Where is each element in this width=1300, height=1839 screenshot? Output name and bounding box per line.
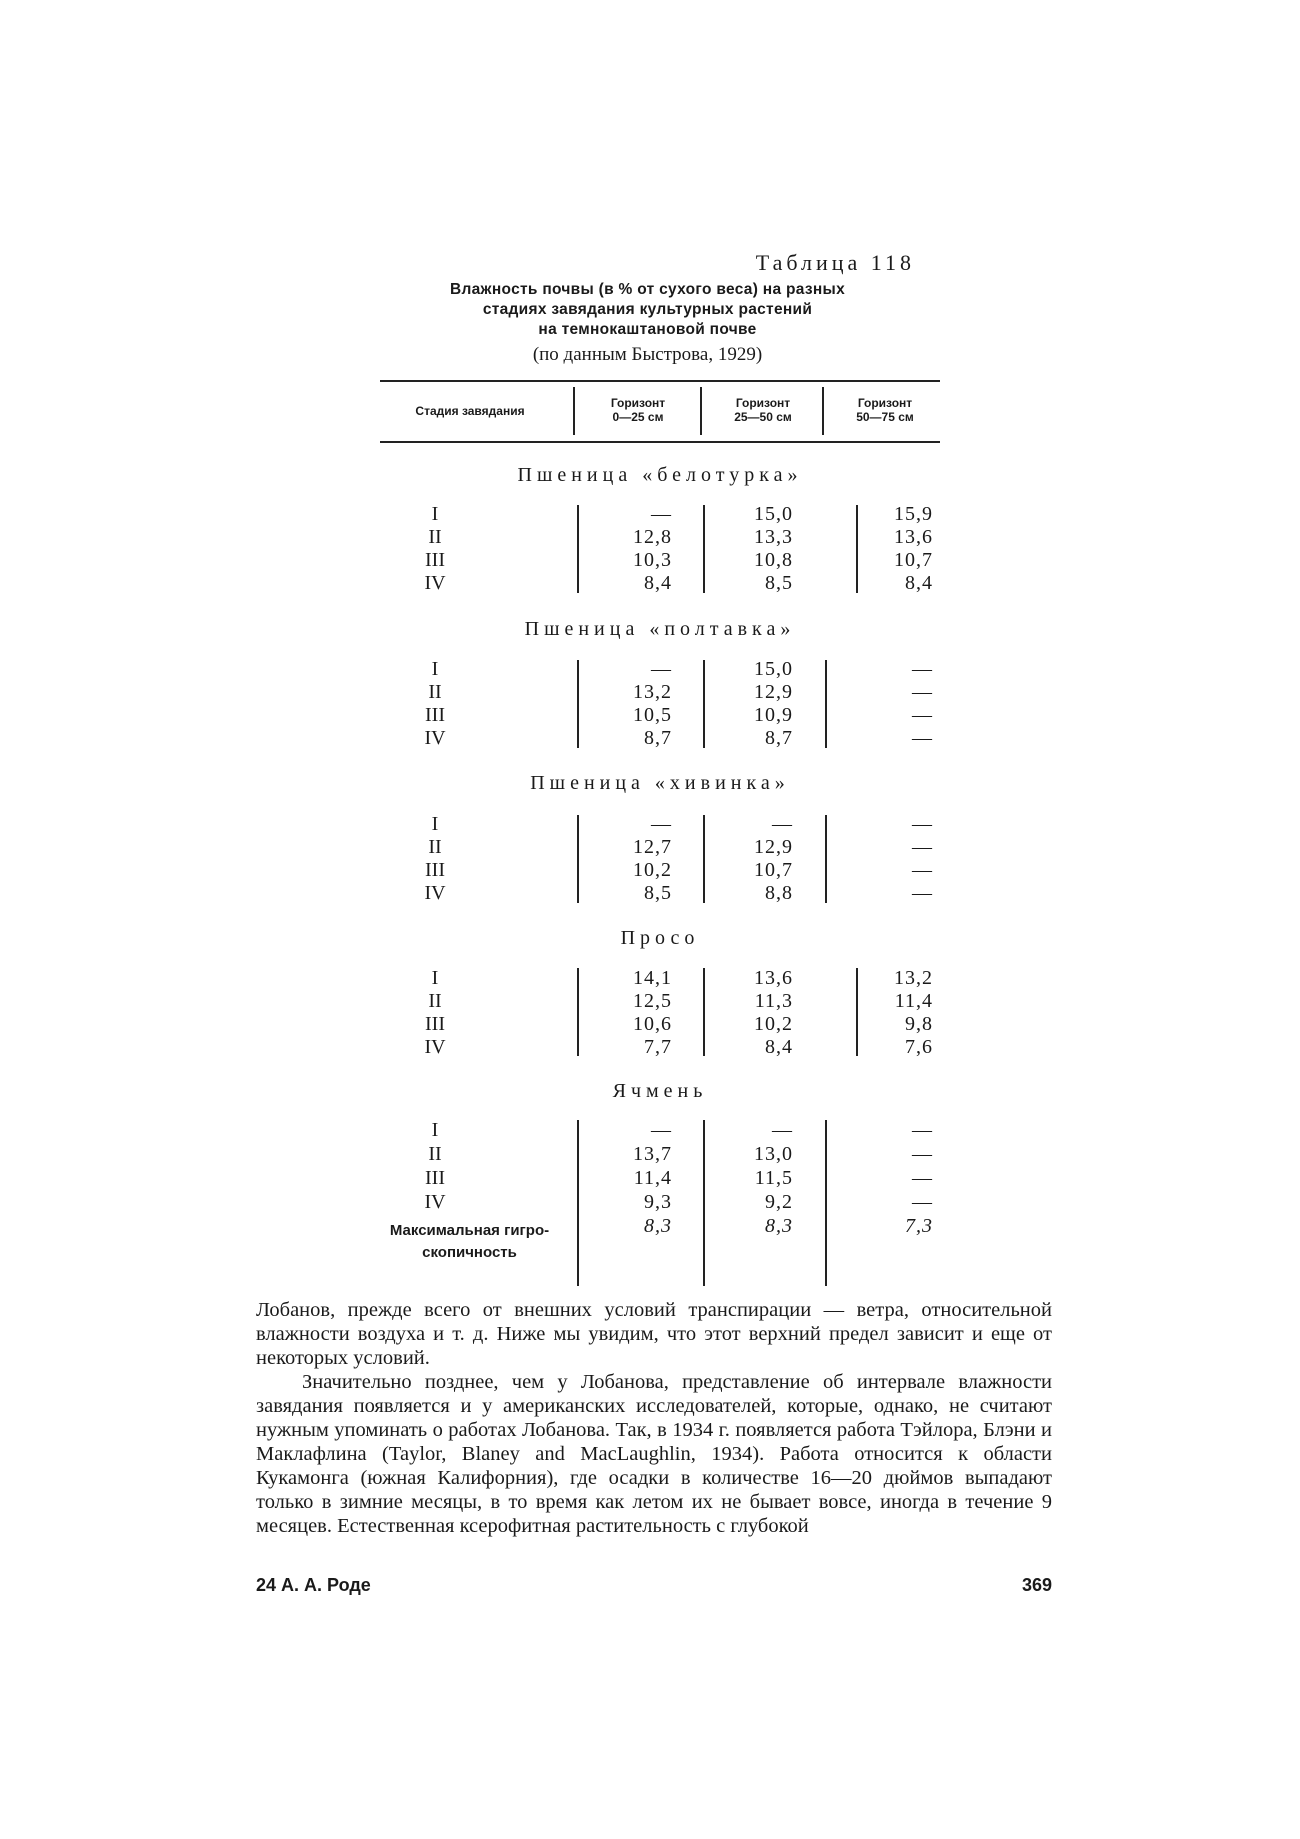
table-number: Таблица 118 (755, 250, 915, 275)
table-row (380, 726, 940, 750)
cell-50-75: — (912, 859, 933, 881)
section-title: Пшеница «белотурка» (517, 464, 803, 486)
table-source: (по данным Быстрова, 1929) (532, 344, 763, 365)
cell-50-75: — (912, 813, 933, 835)
cell-0-25: 10,5 (633, 704, 672, 726)
table-top-rule (380, 380, 940, 382)
cell-0-25: 9,3 (644, 1191, 672, 1213)
cell-50-75: — (912, 882, 933, 904)
header-col3 (825, 396, 945, 424)
cell-25-50: 13,0 (754, 1143, 793, 1165)
table-row (380, 548, 940, 572)
table-row (380, 812, 940, 836)
page-number: 369 (1021, 1575, 1052, 1595)
stage-label: III (425, 549, 445, 571)
cell-0-25: — (651, 503, 672, 525)
header-col3-line: Горизонт (857, 396, 913, 410)
table-header-rule (380, 441, 940, 443)
cell-50-75: — (912, 1119, 933, 1141)
cell-50-75: 15,9 (894, 503, 933, 525)
table-row (380, 1118, 940, 1142)
hygroscopicity-label-line: Максимальная гигро- (389, 1222, 550, 1239)
stage-label: IV (424, 1191, 446, 1213)
cell-0-25: 8,3 (644, 1215, 672, 1237)
table-row (380, 703, 940, 727)
cell-25-50: 15,0 (754, 503, 793, 525)
stage-label: I (431, 813, 439, 835)
header-col2-line: Горизонт (735, 396, 791, 410)
section-title: Пшеница «полтавка» (524, 618, 796, 640)
page-footer (256, 1575, 1052, 1601)
table-row (380, 881, 940, 905)
cell-50-75: — (912, 836, 933, 858)
cell-25-50: 12,9 (754, 681, 793, 703)
cell-0-25: — (651, 658, 672, 680)
cell-25-50: 15,0 (754, 658, 793, 680)
stage-label: IV (424, 1036, 446, 1058)
cell-0-25: — (651, 1119, 672, 1141)
stage-label: I (431, 1119, 439, 1141)
cell-25-50: 10,7 (754, 859, 793, 881)
cell-0-25: 13,2 (633, 681, 672, 703)
cell-25-50: 10,2 (754, 1013, 793, 1035)
cell-0-25: 10,6 (633, 1013, 672, 1035)
cell-50-75: — (912, 704, 933, 726)
cell-25-50: 13,6 (754, 967, 793, 989)
caption-line: стадиях завядания культурных растений (482, 301, 813, 318)
cell-0-25: 13,7 (633, 1143, 672, 1165)
cell-50-75: — (912, 1143, 933, 1165)
header-stage (380, 404, 560, 418)
table-row (380, 966, 940, 990)
table-row-hygroscopicity (380, 1214, 940, 1238)
cell-0-25: 8,4 (644, 572, 672, 594)
cell-50-75: 10,7 (894, 549, 933, 571)
paragraph: Лобанов, прежде всего от внешних условий транспирации — ветра, относительной влажности воздуха и т. д. Ниже мы увидим, что этот верхний предел зависит и еще от некоторых условий. (256, 1299, 1052, 1369)
section-title: Ячмень (612, 1080, 708, 1102)
header-col2-line: 25—50 см (734, 410, 792, 424)
cell-0-25: 11,4 (633, 1167, 672, 1189)
table-row (380, 989, 940, 1013)
stage-label: III (425, 1167, 445, 1189)
caption-line: на темнокаштановой почве (538, 321, 757, 338)
cell-0-25: — (651, 813, 672, 835)
cell-50-75: 8,4 (905, 572, 933, 594)
header-col1-line: Горизонт (610, 396, 666, 410)
cell-25-50: — (772, 1119, 793, 1141)
stage-label: I (431, 503, 439, 525)
cell-0-25: 10,3 (633, 549, 672, 571)
cell-0-25: 7,7 (644, 1036, 672, 1058)
paragraph: Значительно позднее, чем у Лобанова, представление об интервале влажности завядания появляется и у американских исследователей, которые, однако, не считают нужным упоминать о работах Лобанова. Так, в 1934 г. появляется работа Тэйлора, Блэни и Маклафлина (Taylor, Blaney and MacLaughlin, 1934). Работа относится к области Кукамонга (южная Калифорния), где осадки в количестве 16—20 дюймов выпадают только в зимние месяцы, в то время как летом их не бывает вовсе, иногда в течение 9 месяцев. Естественная ксерофитная растительность с глубокой (256, 1371, 1052, 1537)
stage-label: IV (424, 572, 446, 594)
cell-0-25: 8,7 (644, 727, 672, 749)
table-row (380, 1012, 940, 1036)
table-caption (380, 280, 915, 340)
header-col2 (703, 396, 823, 424)
cell-0-25: 12,8 (633, 526, 672, 548)
cell-25-50: 8,3 (765, 1215, 793, 1237)
stage-label: IV (424, 727, 446, 749)
table-row (380, 858, 940, 882)
header-col3-line: 50—75 см (856, 410, 914, 424)
header-col1-line: 0—25 см (612, 410, 664, 424)
cell-25-50: 10,8 (754, 549, 793, 571)
stage-label: II (428, 836, 442, 858)
header-separator (700, 387, 702, 435)
cell-50-75: 11,4 (894, 990, 933, 1012)
cell-25-50: 11,5 (754, 1167, 793, 1189)
cell-50-75: — (912, 727, 933, 749)
table-row (380, 571, 940, 595)
cell-25-50: 12,9 (754, 836, 793, 858)
cell-0-25: 8,5 (644, 882, 672, 904)
cell-50-75: — (912, 1167, 933, 1189)
cell-50-75: — (912, 681, 933, 703)
table-row (380, 502, 940, 526)
caption-line: Влажность почвы (в % от сухого веса) на разных (450, 281, 845, 298)
table-row (380, 1142, 940, 1166)
stage-label: IV (424, 882, 446, 904)
cell-25-50: 8,8 (765, 882, 793, 904)
stage-label: II (428, 1143, 442, 1165)
stage-label: II (428, 526, 442, 548)
table-row (380, 1190, 940, 1214)
cell-50-75: 13,6 (894, 526, 933, 548)
table-row (380, 525, 940, 549)
stage-label: I (431, 967, 439, 989)
body-text (256, 1298, 1052, 1538)
cell-25-50: 11,3 (754, 990, 793, 1012)
table-row (380, 1166, 940, 1190)
table-row (380, 835, 940, 859)
cell-0-25: 12,5 (633, 990, 672, 1012)
cell-25-50: 8,4 (765, 1036, 793, 1058)
cell-25-50: 8,5 (765, 572, 793, 594)
table-row (380, 680, 940, 704)
cell-50-75: 7,6 (905, 1036, 933, 1058)
cell-50-75: 9,8 (905, 1013, 933, 1035)
section-title: Просо (620, 927, 700, 949)
table-row (380, 657, 940, 681)
cell-25-50: 10,9 (754, 704, 793, 726)
cell-50-75: 7,3 (905, 1215, 933, 1237)
cell-0-25: 14,1 (633, 967, 672, 989)
signature-mark: 24 А. А. Роде (256, 1575, 371, 1595)
cell-0-25: 10,2 (633, 859, 672, 881)
header-separator (573, 387, 575, 435)
stage-label: I (431, 658, 439, 680)
stage-label: III (425, 1013, 445, 1035)
cell-50-75: — (912, 658, 933, 680)
section-title: Пшеница «хивинка» (530, 772, 790, 794)
stage-label: II (428, 681, 442, 703)
stage-label: II (428, 990, 442, 1012)
cell-50-75: 13,2 (894, 967, 933, 989)
cell-25-50: — (772, 813, 793, 835)
hygroscopicity-label-line: скопичность (422, 1244, 517, 1261)
stage-label: III (425, 859, 445, 881)
cell-25-50: 8,7 (765, 727, 793, 749)
cell-0-25: 12,7 (633, 836, 672, 858)
cell-50-75: — (912, 1191, 933, 1213)
table-row (380, 1035, 940, 1059)
header-col1 (576, 396, 700, 424)
cell-25-50: 9,2 (765, 1191, 793, 1213)
header-stage-label: Стадия завядания (415, 404, 525, 418)
stage-label: III (425, 704, 445, 726)
cell-25-50: 13,3 (754, 526, 793, 548)
